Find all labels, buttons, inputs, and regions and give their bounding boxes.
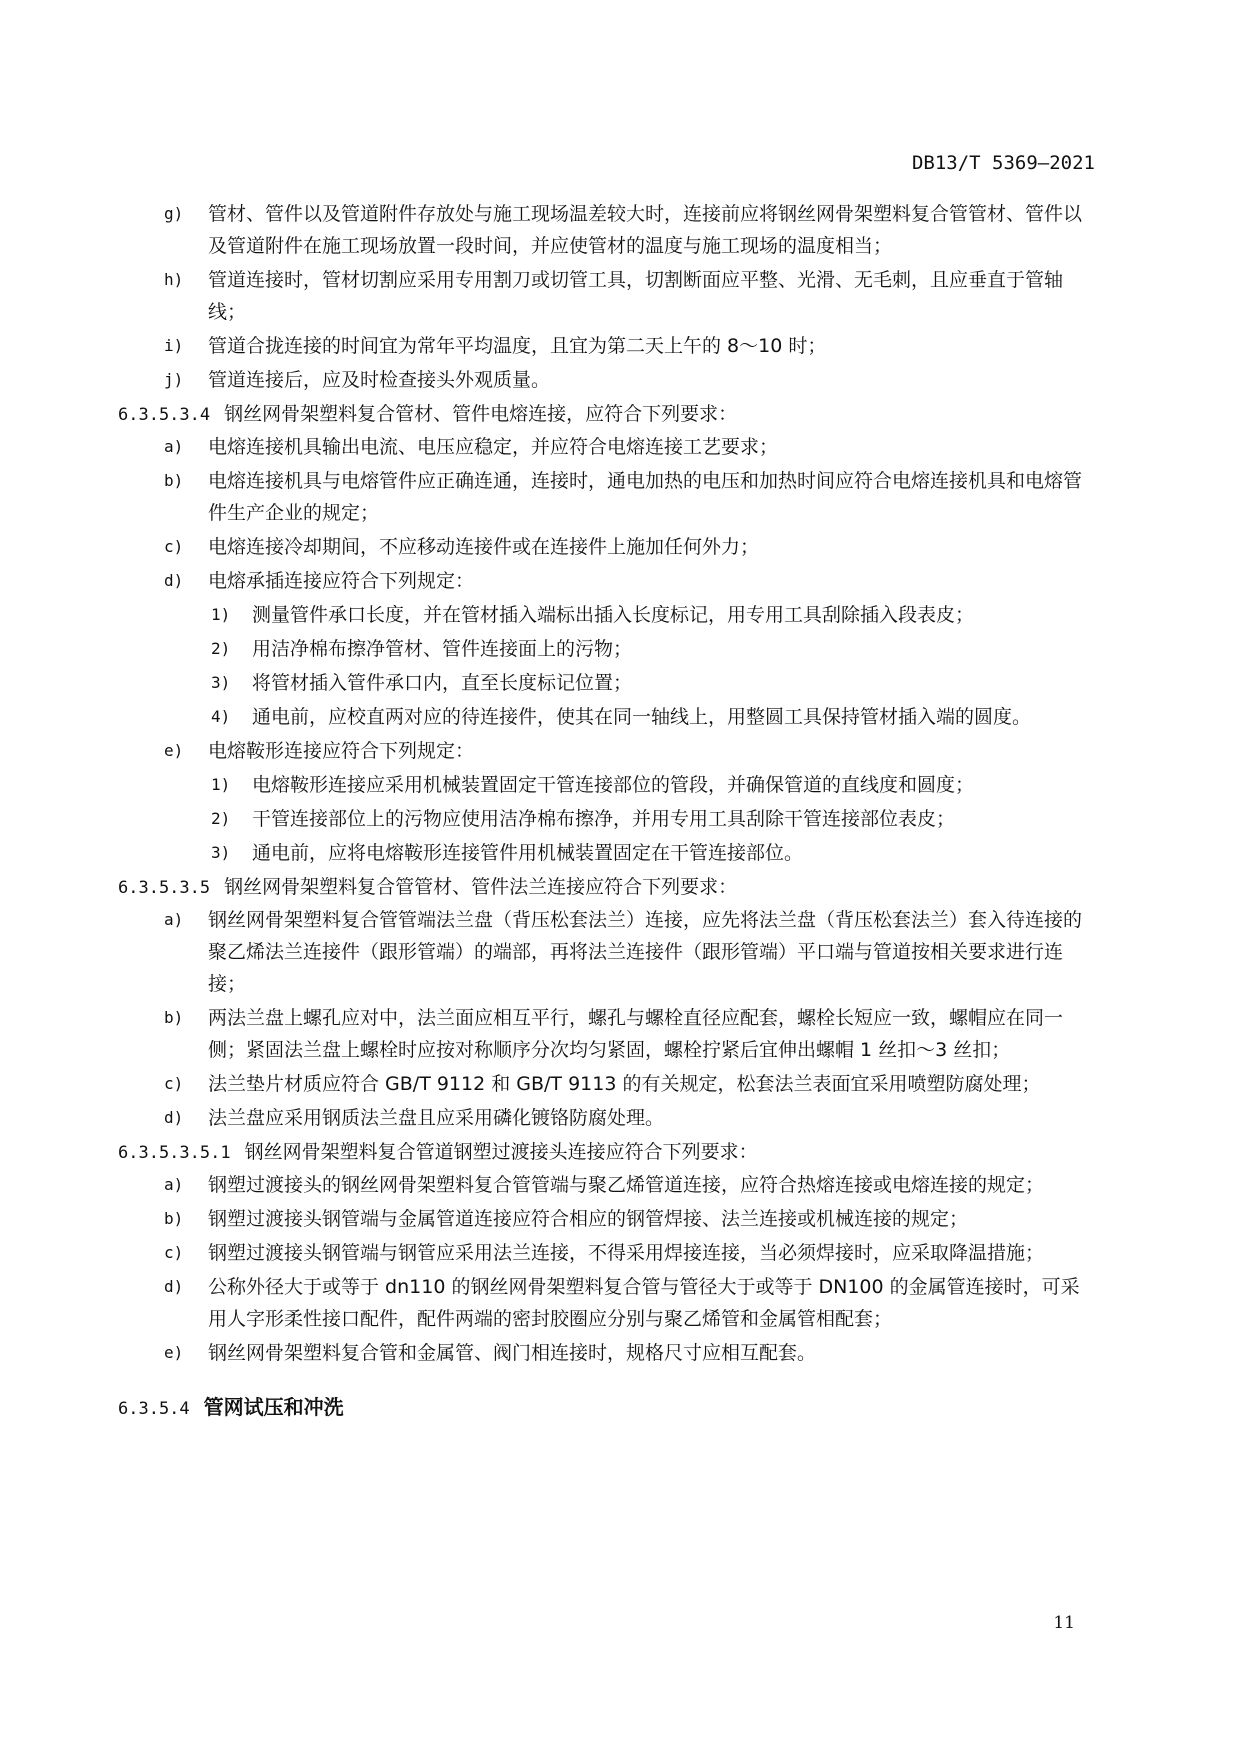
item-label: d) <box>164 1277 184 1296</box>
sub-list-item <box>0 769 1241 801</box>
list-item <box>0 1237 1241 1269</box>
clause-number: 6.3.5.3.5 <box>118 878 211 898</box>
item-label: a) <box>164 437 184 456</box>
clause-title: 钢丝网骨架塑料复合管材、管件电熔连接，应符合下列要求： <box>224 403 738 425</box>
item-text: 电熔鞍形连接应采用机械装置固定干管连接部位的管段，并确保管道的直线度和圆度； <box>252 774 975 796</box>
item-label: c) <box>164 1243 184 1262</box>
item-label: 2) <box>211 639 231 658</box>
item-text: 钢丝网骨架塑料复合管管端法兰盘（背压松套法兰）连接，应先将法兰盘（背压松套法兰）套入待连接的聚乙烯法兰连接件（跟形管端）的端部，再将法兰连接件（跟形管端）平口端与管道按相关要求进行连接； <box>208 909 1083 995</box>
item-text: 钢塑过渡接头钢管端与钢管应采用法兰连接，不得采用焊接连接，当必须焊接时，应采取降温措施； <box>208 1242 1045 1264</box>
clause-heading <box>0 1136 1241 1169</box>
item-label: b) <box>164 1209 184 1228</box>
item-text: 管道合拢连接的时间宜为常年平均温度，且宜为第二天上午的 8～10 时； <box>208 335 827 357</box>
list-item <box>0 531 1241 563</box>
item-label: 4) <box>211 707 231 726</box>
section-heading <box>0 1391 1241 1425</box>
item-text: 电熔连接机具与电熔管件应正确连通，连接时，通电加热的电压和加热时间应符合电熔连接机具和电熔管件生产企业的规定； <box>208 470 1083 524</box>
item-text: 电熔承插连接应符合下列规定： <box>208 570 475 592</box>
clause-title: 钢丝网骨架塑料复合管道钢塑过渡接头连接应符合下列要求： <box>244 1141 758 1163</box>
item-text: 法兰垫片材质应符合 GB/T 9112 和 GB/T 9113 的有关规定，松套法兰表面宜采用喷塑防腐处理； <box>208 1073 1041 1095</box>
item-text: 法兰盘应采用钢质法兰盘且应采用磷化镀铬防腐处理。 <box>208 1107 665 1129</box>
sub-list-item <box>0 599 1241 631</box>
item-label: a) <box>164 1175 184 1194</box>
section-number: 6.3.5.4 <box>118 1399 190 1419</box>
item-text: 管材、管件以及管道附件存放处与施工现场温差较大时，连接前应将钢丝网骨架塑料复合管管材、管件以及管道附件在施工现场放置一段时间，并应使管材的温度与施工现场的温度相当； <box>208 203 1083 257</box>
list-item <box>0 1337 1241 1369</box>
item-label: 3) <box>211 843 231 862</box>
item-text: 钢塑过渡接头的钢丝网骨架塑料复合管管端与聚乙烯管道连接，应符合热熔连接或电熔连接的规定； <box>208 1174 1045 1196</box>
list-item <box>0 1203 1241 1235</box>
item-label: d) <box>164 1108 184 1127</box>
list-item <box>0 264 1241 328</box>
item-text: 管道连接时，管材切割应采用专用割刀或切管工具，切割断面应平整、光滑、无毛刺，且应垂直于管轴线； <box>208 269 1064 323</box>
list-item <box>0 1002 1241 1066</box>
clause-number: 6.3.5.3.4 <box>118 405 211 425</box>
section-title: 管网试压和冲洗 <box>203 1395 344 1419</box>
item-text: 钢丝网骨架塑料复合管和金属管、阀门相连接时，规格尺寸应相互配套。 <box>208 1342 817 1364</box>
item-text: 电熔鞍形连接应符合下列规定： <box>208 740 475 762</box>
document-code: DB13/T 5369—2021 <box>911 152 1095 174</box>
list-item <box>0 364 1241 396</box>
sub-list-item <box>0 803 1241 835</box>
clause-heading <box>0 871 1241 904</box>
item-label: c) <box>164 537 184 556</box>
item-label: a) <box>164 910 184 929</box>
sub-list-item <box>0 633 1241 665</box>
list-item <box>0 431 1241 463</box>
item-label: 1) <box>211 775 231 794</box>
list-item <box>0 1169 1241 1201</box>
list-item <box>0 565 1241 597</box>
list-item <box>0 330 1241 362</box>
clause-heading <box>0 398 1241 431</box>
list-item <box>0 1102 1241 1134</box>
item-text: 测量管件承口长度，并在管材插入端标出插入长度标记，用专用工具刮除插入段表皮； <box>252 604 975 626</box>
item-text: 钢塑过渡接头钢管端与金属管道连接应符合相应的钢管焊接、法兰连接或机械连接的规定； <box>208 1208 969 1230</box>
item-text: 将管材插入管件承口内，直至长度标记位置； <box>252 672 633 694</box>
item-label: j) <box>164 370 184 389</box>
item-text: 管道连接后，应及时检查接头外观质量。 <box>208 369 551 391</box>
item-label: i) <box>164 336 184 355</box>
clause-number: 6.3.5.3.5.1 <box>118 1143 231 1163</box>
list-item <box>0 198 1241 262</box>
list-item <box>0 1068 1241 1100</box>
page-number: 11 <box>1053 1613 1075 1633</box>
item-label: b) <box>164 471 184 490</box>
item-label: h) <box>164 270 184 289</box>
list-item <box>0 735 1241 767</box>
item-text: 干管连接部位上的污物应使用洁净棉布擦净，并用专用工具刮除干管连接部位表皮； <box>252 808 956 830</box>
page-content <box>0 198 1241 1425</box>
item-label: g) <box>164 204 184 223</box>
list-item <box>0 1271 1241 1335</box>
sub-list-item <box>0 667 1241 699</box>
item-label: 3) <box>211 673 231 692</box>
item-label: b) <box>164 1008 184 1027</box>
item-text: 通电前，应将电熔鞍形连接管件用机械装置固定在干管连接部位。 <box>252 842 804 864</box>
item-label: 1) <box>211 605 231 624</box>
item-text: 通电前，应校直两对应的待连接件，使其在同一轴线上，用整圆工具保持管材插入端的圆度。 <box>252 706 1032 728</box>
item-label: e) <box>164 741 184 760</box>
item-text: 用洁净棉布擦净管材、管件连接面上的污物； <box>252 638 633 660</box>
item-text: 电熔连接机具输出电流、电压应稳定，并应符合电熔连接工艺要求； <box>208 436 779 458</box>
clause-title: 钢丝网骨架塑料复合管管材、管件法兰连接应符合下列要求： <box>224 876 738 898</box>
item-label: c) <box>164 1074 184 1093</box>
list-item <box>0 465 1241 529</box>
item-text: 电熔连接冷却期间，不应移动连接件或在连接件上施加任何外力； <box>208 536 760 558</box>
item-text: 两法兰盘上螺孔应对中，法兰面应相互平行，螺孔与螺栓直径应配套，螺栓长短应一致，螺帽应在同一侧；紧固法兰盘上螺栓时应按对称顺序分次均匀紧固，螺栓拧紧后宜伸出螺帽 1 丝扣～3 丝扣； <box>208 1007 1064 1061</box>
item-label: e) <box>164 1343 184 1362</box>
item-text: 公称外径大于或等于 dn110 的钢丝网骨架塑料复合管与管径大于或等于 DN100 的金属管连接时，可采用人字形柔性接口配件，配件两端的密封胶圈应分别与聚乙烯管和金属管相配套； <box>208 1276 1080 1330</box>
item-label: d) <box>164 571 184 590</box>
list-item <box>0 904 1241 1000</box>
item-label: 2) <box>211 809 231 828</box>
sub-list-item <box>0 837 1241 869</box>
sub-list-item <box>0 701 1241 733</box>
